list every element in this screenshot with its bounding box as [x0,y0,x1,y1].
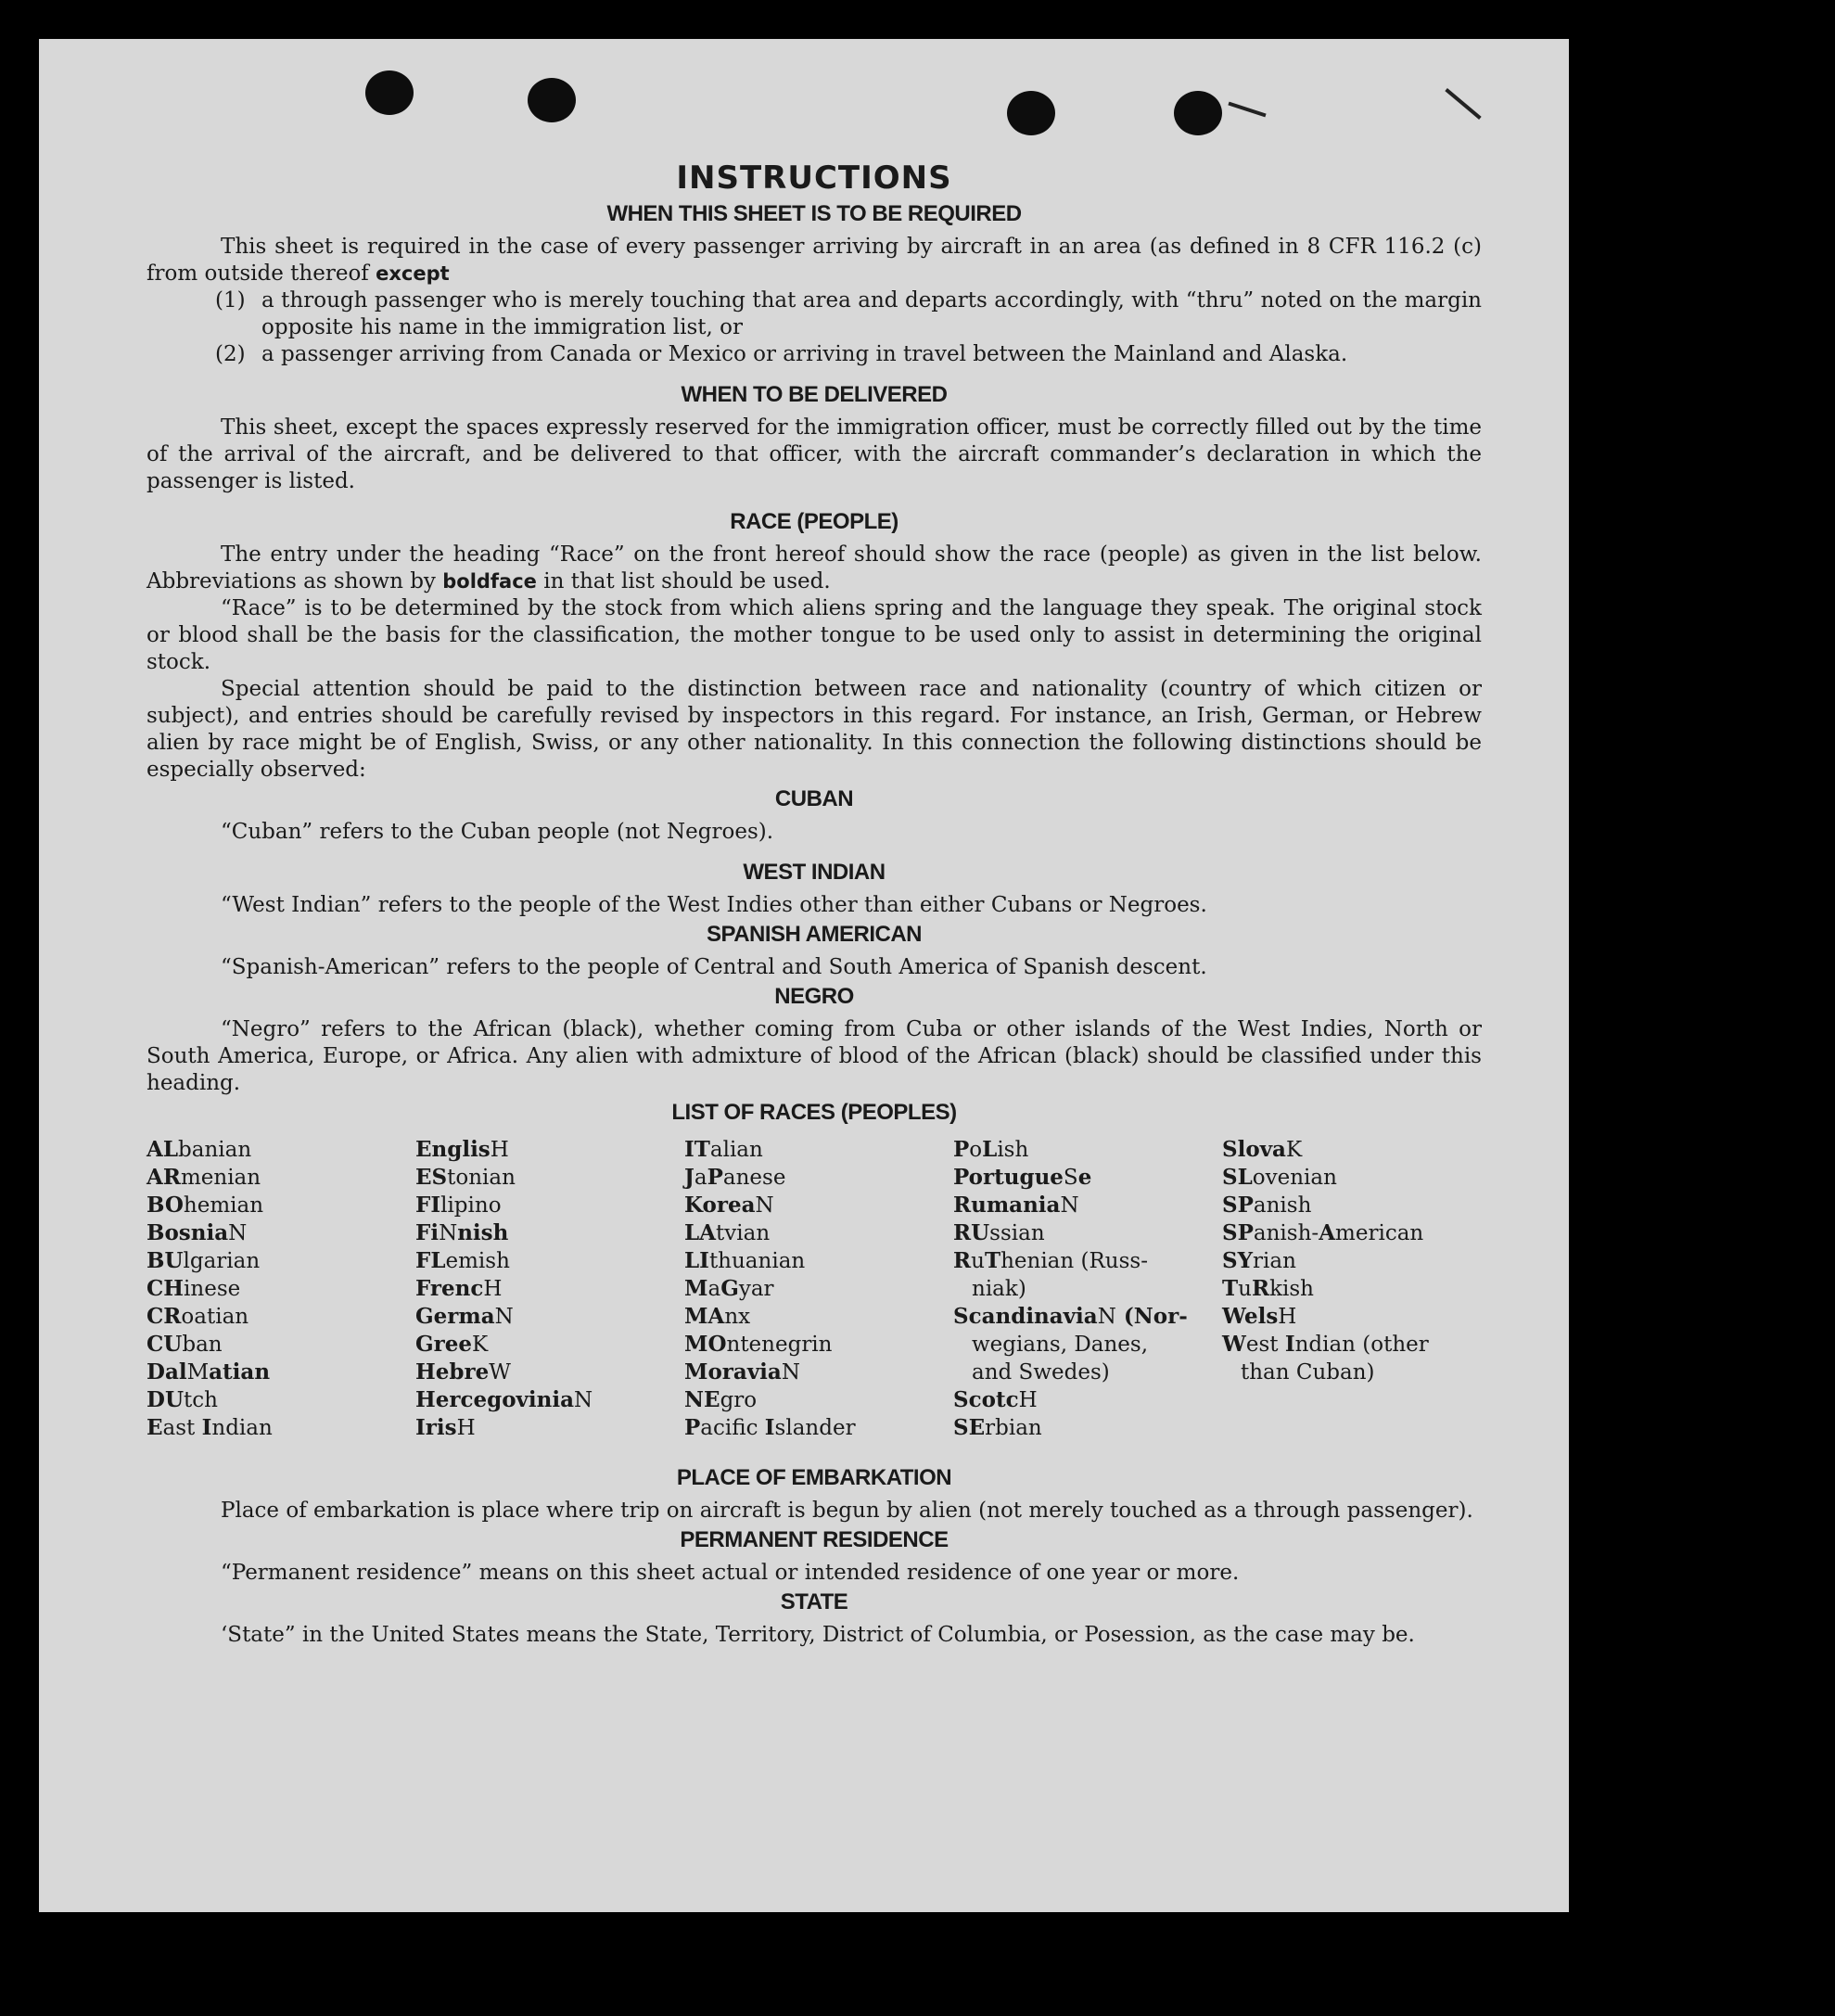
races-list [147,1136,1482,1442]
section-heading-delivered: WHEN TO BE DELIVERED [681,382,948,407]
except-keyword: except [376,262,450,285]
race-entry: ScotcH [953,1387,1038,1412]
race-entry: ScandinaviaN (Nor- [953,1304,1188,1329]
punch-hole [1007,91,1055,135]
race-entry: ALbanian [147,1137,252,1162]
race-entry: FrencH [415,1276,503,1301]
punch-hole [528,78,576,122]
race-entry: SErbian [953,1415,1042,1440]
race-entry: FLemish [415,1248,510,1273]
race-entry: BosniaN [147,1220,248,1245]
race-entry: CHinese [147,1276,241,1301]
section-heading-negro: NEGRO [774,984,854,1009]
race-entry: Pacific Islander [684,1415,856,1440]
races-column [147,1136,406,1442]
race-entry: EStonian [415,1165,516,1190]
scratch-mark [1445,88,1481,120]
race-entry: RUssian [953,1220,1045,1245]
race-entry: HercegoviniaN [415,1387,593,1412]
race-entry: niak) [972,1277,1026,1301]
section-heading-state: STATE [780,1589,848,1614]
races-column [415,1136,675,1442]
race-entry: SlovaK [1222,1137,1303,1162]
race-entry: GermaN [415,1304,514,1329]
race-entry: TuRkish [1222,1276,1314,1301]
section-heading-cuban: CUBAN [774,786,854,811]
races-column [1222,1136,1482,1442]
scratch-mark [1228,102,1266,118]
required-intro: This sheet is required in the case of every passenger arriving by aircraft in an area (as defined in 8 CFR 116.2 (c) from outside thereof except [147,235,1482,286]
race-entry: PoLish [953,1137,1029,1162]
punch-hole [365,70,414,115]
race-paragraph-3: Special attention should be paid to the distinction between race and nationality (country of which citizen or subject), and entries should be carefully revised by inspectors in this regard. For instance, an Irish, German, or Hebrew alien by race might be of English, Swiss, or any other nationality. In this connection the following distinctions should be especially observed: [147,677,1482,782]
race-entry: LIthuanian [684,1248,806,1273]
section-heading-west-indian: WEST INDIAN [743,860,886,885]
race-entry: CRoatian [147,1304,249,1329]
race-entry: HebreW [415,1359,511,1384]
cuban-text: “Cuban” refers to the Cuban people (not Negroes). [221,820,774,844]
race-entry: BUlgarian [147,1248,261,1273]
race-entry: East Indian [147,1415,273,1440]
punch-hole [1174,91,1222,135]
race-entry: BOhemian [147,1193,264,1218]
section-heading-race: RACE (PEOPLE) [730,509,898,534]
west-indian-text: “West Indian” refers to the people of the West Indies other than either Cubans or Negroes. [221,893,1207,917]
race-entry: KoreaN [684,1193,774,1218]
document-page [39,39,1569,1912]
section-heading-races-list: LIST OF RACES (PEOPLES) [671,1100,957,1125]
race-entry: FiNnish [415,1220,509,1245]
race-entry: than Cuban) [1241,1360,1375,1384]
spanish-american-text: “Spanish-American” refers to the people of Central and South America of Spanish descent. [221,955,1207,979]
state-text: ‘State” in the United States means the State, Territory, District of Columbia, or Posession, as the case may be. [221,1623,1415,1647]
race-entry: RuThenian (Russ- [953,1248,1148,1273]
race-entry: MoraviaN [684,1359,800,1384]
section-heading-embarkation: PLACE OF EMBARKATION [676,1465,952,1490]
residence-text: “Permanent residence” means on this sheet actual or intended residence of one year or more. [221,1561,1240,1585]
section-heading-spanish-american: SPANISH AMERICAN [706,922,922,947]
race-entry: WelsH [1222,1304,1297,1329]
required-item-1: (1) a through passenger who is merely touching that area and departs accordingly, with “thru” noted on the margin opposite his name in the immigration list, or [215,288,1482,339]
race-entry: FIlipino [415,1193,502,1218]
negro-text: “Negro” refers to the African (black), whether coming from Cuba or other islands of the West Indies, North or South America, Europe, or Africa. Any alien with admixture of blood of the African (black) should be classified under this heading. [147,1017,1482,1095]
race-entry: SYrian [1222,1248,1296,1273]
instructions-content [147,159,1482,1649]
race-entry: ARmenian [147,1165,261,1190]
race-entry: wegians, Danes, [972,1333,1149,1357]
race-paragraph-2: “Race” is to be determined by the stock from which aliens spring and the language they speak. The original stock or blood shall be the basis for the classification, the mother tongue to be used only to assist in determining the original stock. [147,596,1482,674]
race-entry: West Indian (other [1222,1332,1429,1357]
race-entry: GreeK [415,1332,489,1357]
races-column [684,1136,944,1442]
race-entry: EnglisH [415,1137,509,1162]
race-entry: DalMatian [147,1359,271,1384]
race-entry: MOntenegrin [684,1332,833,1357]
race-entry: ITalian [684,1137,763,1162]
race-entry: LAtvian [684,1220,771,1245]
race-entry: SLovenian [1222,1165,1337,1190]
page-title: INSTRUCTIONS [676,159,952,197]
section-heading-required: WHEN THIS SHEET IS TO BE REQUIRED [606,201,1022,226]
race-entry: RumaniaN [953,1193,1079,1218]
embarkation-text: Place of embarkation is place where trip on aircraft is begun by alien (not merely touched as a through passenger). [221,1499,1473,1523]
race-entry: MaGyar [684,1276,774,1301]
race-entry: and Swedes) [972,1360,1110,1384]
race-entry: DUtch [147,1387,218,1412]
race-entry: IrisH [415,1415,476,1440]
race-entry: MAnx [684,1304,751,1329]
race-entry: JaPanese [684,1165,786,1190]
required-item-2: (2) a passenger arriving from Canada or Mexico or arriving in travel between the Mainland and Alaska. [215,342,1348,366]
delivered-text: This sheet, except the spaces expressly reserved for the immigration officer, must be correctly filled out by the time of the arrival of the aircraft, and be delivered to that officer, with the aircraft commander’s declaration in which the passenger is listed. [147,415,1482,493]
race-entry: SPanish [1222,1193,1312,1218]
races-column [953,1136,1213,1442]
section-heading-residence: PERMANENT RESIDENCE [680,1527,949,1552]
race-entry: NEgro [684,1387,758,1412]
race-entry: CUban [147,1332,223,1357]
race-entry: PortugueSe [953,1165,1092,1190]
race-entry: SPanish-American [1222,1220,1424,1245]
race-paragraph-1: The entry under the heading “Race” on the front hereof should show the race (people) as given in the list below. Abbreviations as shown by boldface in that list should be used. [147,542,1482,593]
boldface-keyword: boldface [442,570,537,593]
